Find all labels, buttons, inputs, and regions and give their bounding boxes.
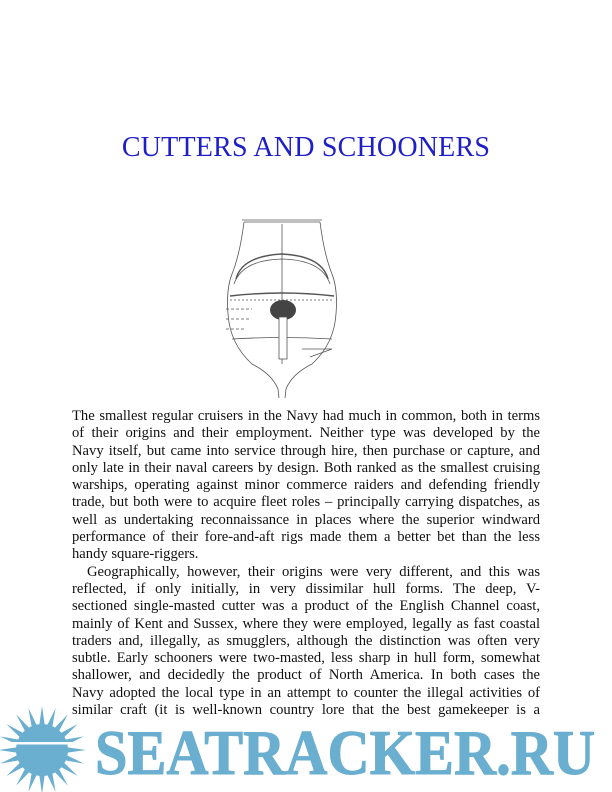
text-line: mainly of Kent and Sussex, where they were employed, legally as fast coastal <box>72 615 540 632</box>
sun-ray <box>16 714 30 732</box>
text-line: shallower, and decidedly the product of North America. In both cases the <box>72 667 540 684</box>
sun-ray <box>0 747 18 753</box>
text-line: subtle. Early schooners were two-masted, less sharp in hull form, somewhat <box>72 650 540 667</box>
sun-ray <box>60 762 78 776</box>
sun-ray <box>60 724 78 738</box>
text-line: similar craft (it is well-known country lore that the best gamekeeper is a <box>72 702 540 719</box>
sun-ray <box>0 755 20 764</box>
text-line: well as undertaking reconnaissance in places where the superior windward <box>72 511 540 528</box>
sun-ray <box>6 724 24 738</box>
text-line: warships, operating against minor commerce raiders and defending friendly <box>72 477 540 494</box>
paragraph-2 <box>72 564 540 720</box>
sun-ray <box>16 768 30 786</box>
sun-ray <box>47 708 56 728</box>
text-line: performance of their fore-and-aft rigs made them a better bet than the less <box>72 529 540 546</box>
text-line: handy square-riggers. <box>72 546 199 563</box>
text-line: trade, but both were to acquire fleet roles – principally carrying dispatches, as <box>72 494 540 511</box>
text-line: Navy adopted the local type in an attempt to counter the illegal activities of <box>72 684 540 701</box>
sun-ray <box>54 714 68 732</box>
text-line: sectioned single-masted cutter was a product of the English Channel coast, <box>72 598 540 615</box>
text-line: reflected, if only initially, in very dissimilar hull forms. The deep, V- <box>72 580 540 597</box>
text-line: The smallest regular cruisers in the Navy had much in common, both in terms <box>72 408 540 424</box>
watermark-text: SEATRACKER.RU <box>95 717 595 788</box>
text-line: Navy itself, but came into service through hire, then purchase or capture, and <box>72 442 540 459</box>
text-line: of their origins and their employment. Neither type was developed by the <box>72 425 540 442</box>
sun-ray <box>66 747 86 753</box>
sun-ray <box>6 762 24 776</box>
hull-section-drawing <box>222 214 342 400</box>
sun-ray <box>39 706 45 726</box>
paragraph-1 <box>72 408 540 564</box>
text-line: Geographically, however, their origins were very different, and this was <box>87 563 540 580</box>
text-line: traders and, illegally, as smugglers, although the distinction was often very <box>72 632 540 649</box>
body-text <box>72 408 540 719</box>
sun-ray <box>54 768 68 786</box>
sun-ray <box>47 772 56 792</box>
sun-ray <box>64 755 84 764</box>
watermark-logo <box>0 702 612 792</box>
text-line: only late in their naval careers by design. Both ranked as the smallest cruising <box>72 459 540 476</box>
sun-ray <box>28 708 37 728</box>
chapter-title: CUTTERS AND SCHOONERS <box>121 132 491 163</box>
sun-icon <box>0 706 86 792</box>
sun-ray <box>39 774 45 792</box>
sun-ray <box>28 772 37 792</box>
